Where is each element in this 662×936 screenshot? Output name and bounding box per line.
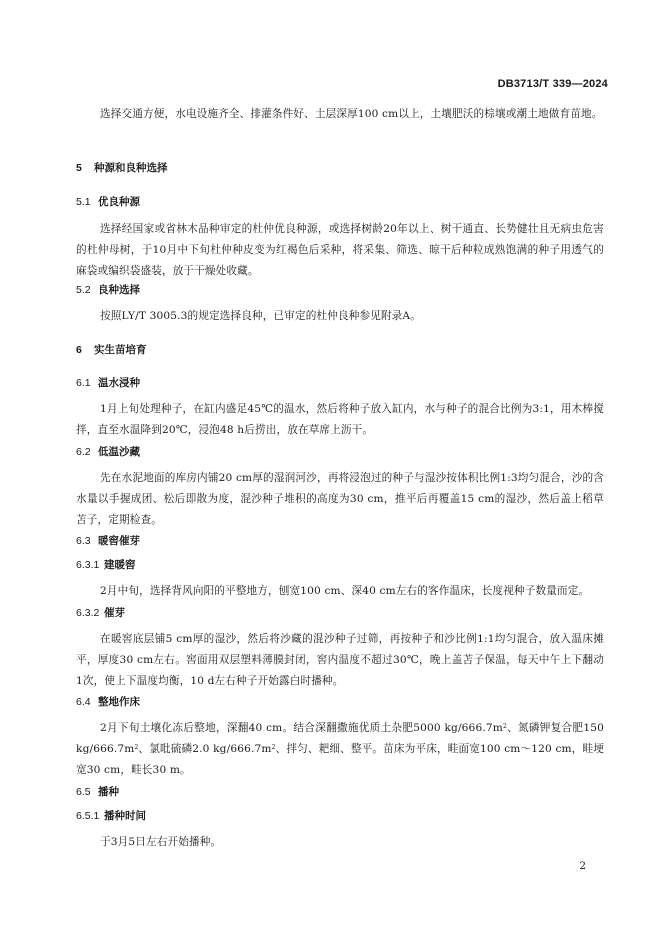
superscript: 2 — [502, 723, 507, 730]
paragraph-text — [76, 718, 604, 781]
text-run: 、氯吡硫磷2.0 kg/666.7m — [138, 743, 272, 755]
section-number: 6 — [76, 344, 82, 356]
section-heading-6-3 — [76, 533, 604, 549]
section-title: 低温沙藏 — [98, 446, 140, 458]
section-title: 催芽 — [104, 607, 125, 619]
section-title: 播种时间 — [104, 810, 146, 822]
paragraph-6-3-2 — [76, 629, 604, 692]
section-heading-6-2 — [76, 444, 604, 460]
section-number: 5 — [76, 162, 82, 174]
section-heading-6-4 — [76, 694, 604, 710]
section-title: 温水浸种 — [98, 377, 140, 389]
section-title: 建暖窖 — [104, 559, 136, 571]
section-heading-6-3-2 — [76, 605, 604, 621]
section-number: 6.3.1 — [76, 559, 100, 571]
section-heading-6 — [76, 342, 604, 358]
superscript: 2 — [271, 744, 276, 751]
paragraph-text: 选择经国家或省林木品种审定的杜仲优良种源，或选择树龄20年以上、树干通直、长势健壮且无病虫危害的杜仲母树，于10月中下旬杜仲种皮变为红褐色后采种，将采集、筛选、晾干后种粒成熟饱满的种子用透气的麻袋或编织袋盛装，放于干燥处收藏。 — [76, 223, 604, 277]
section-title: 播种 — [98, 786, 119, 798]
paragraph-6-3-1 — [76, 581, 604, 602]
section-title: 种源和良种选择 — [94, 162, 168, 174]
section-title: 整地作床 — [98, 696, 140, 708]
section-number: 6.5 — [76, 786, 91, 798]
section-number: 6.3 — [76, 535, 91, 547]
section-heading-5-2 — [76, 282, 604, 298]
section-number: 6.5.1 — [76, 810, 100, 822]
paragraph-text: 按照LY/T 3005.3的规定选择良种，已审定的杜仲良种参见附录A。 — [100, 310, 421, 322]
section-title: 良种选择 — [98, 284, 140, 296]
text-run: 2月下旬土壤化冻后整地，深翻40 cm。结合深翻撒施优质土杂肥5000 kg/666.7m — [100, 722, 503, 734]
standard-code: DB3713/T 339—2024 — [497, 78, 608, 90]
paragraph-text: 于3月5日左右开始播种。 — [100, 836, 222, 848]
superscript: 2 — [134, 744, 139, 751]
section-number: 5.1 — [76, 196, 91, 208]
section-heading-5 — [76, 160, 604, 176]
paragraph-site-selection — [76, 104, 604, 125]
section-title: 实生苗培育 — [94, 344, 147, 356]
page-number: 2 — [579, 860, 586, 872]
paragraph-6-5-1 — [76, 832, 604, 853]
section-number: 6.1 — [76, 377, 91, 389]
paragraph-5-2 — [76, 306, 604, 327]
text-run: 、拌匀、耙细、整平。苗床为平床，畦面宽100 cm～120 cm，畦埂宽30 cm，畦长30 m。 — [76, 743, 604, 776]
paragraph-text: 2月中旬，选择背风向阳的平整地方，刨宽100 cm、深40 cm左右的客作温床，长度视种子数量而定。 — [100, 585, 590, 597]
section-number: 6.2 — [76, 446, 91, 458]
section-number: 6.4 — [76, 696, 91, 708]
section-number: 6.3.2 — [76, 607, 100, 619]
section-heading-5-1 — [76, 194, 604, 210]
text-run: 、氮磷钾复合肥150 kg/666.7m — [76, 722, 604, 755]
paragraph-text: 先在水泥地面的库房内铺20 cm厚的湿润河沙，再将浸泡过的种子与湿沙按体积比例1:3均匀混合，沙的含水量以手握成团、松后即散为度，混沙种子堆积的高度为30 cm，推平后再覆盖15 cm的湿沙，然后盖上稻草苫子，定期检查。 — [76, 472, 604, 526]
section-title: 优良种源 — [98, 196, 140, 208]
paragraph-6-1 — [76, 399, 604, 441]
section-title: 暖窖催芽 — [98, 535, 140, 547]
paragraph-text: 在暖窖底层铺5 cm厚的湿沙，然后将沙藏的混沙种子过筛，再按种子和沙比例1:1均匀混合，放入温床摊平，厚度30 cm左右。窖面用双层塑料薄膜封闭，窖内温度不超过30℃，晚上盖苫子保温，每天中午上下翻动1次，使上下温度均衡，10 d左右种子开始露白时播种。 — [76, 633, 604, 687]
paragraph-text: 1月上旬处理种子，在缸内盛足45℃的温水，然后将种子放入缸内，水与种子的混合比例为3:1，用木棒搅拌，直至水温降到20℃，浸泡48 h后捞出，放在草席上沥干。 — [76, 403, 604, 436]
paragraph-5-1 — [76, 219, 604, 282]
section-number: 5.2 — [76, 284, 91, 296]
section-heading-6-1 — [76, 375, 604, 391]
paragraph-6-2 — [76, 468, 604, 531]
section-heading-6-3-1 — [76, 557, 604, 573]
paragraph-6-4 — [76, 718, 604, 781]
section-heading-6-5 — [76, 784, 604, 800]
section-heading-6-5-1 — [76, 808, 604, 824]
paragraph-text: 选择交通方便，水电设施齐全、排灌条件好、土层深厚100 cm以上，土壤肥沃的棕壤或潮土地做育苗地。 — [100, 108, 603, 120]
